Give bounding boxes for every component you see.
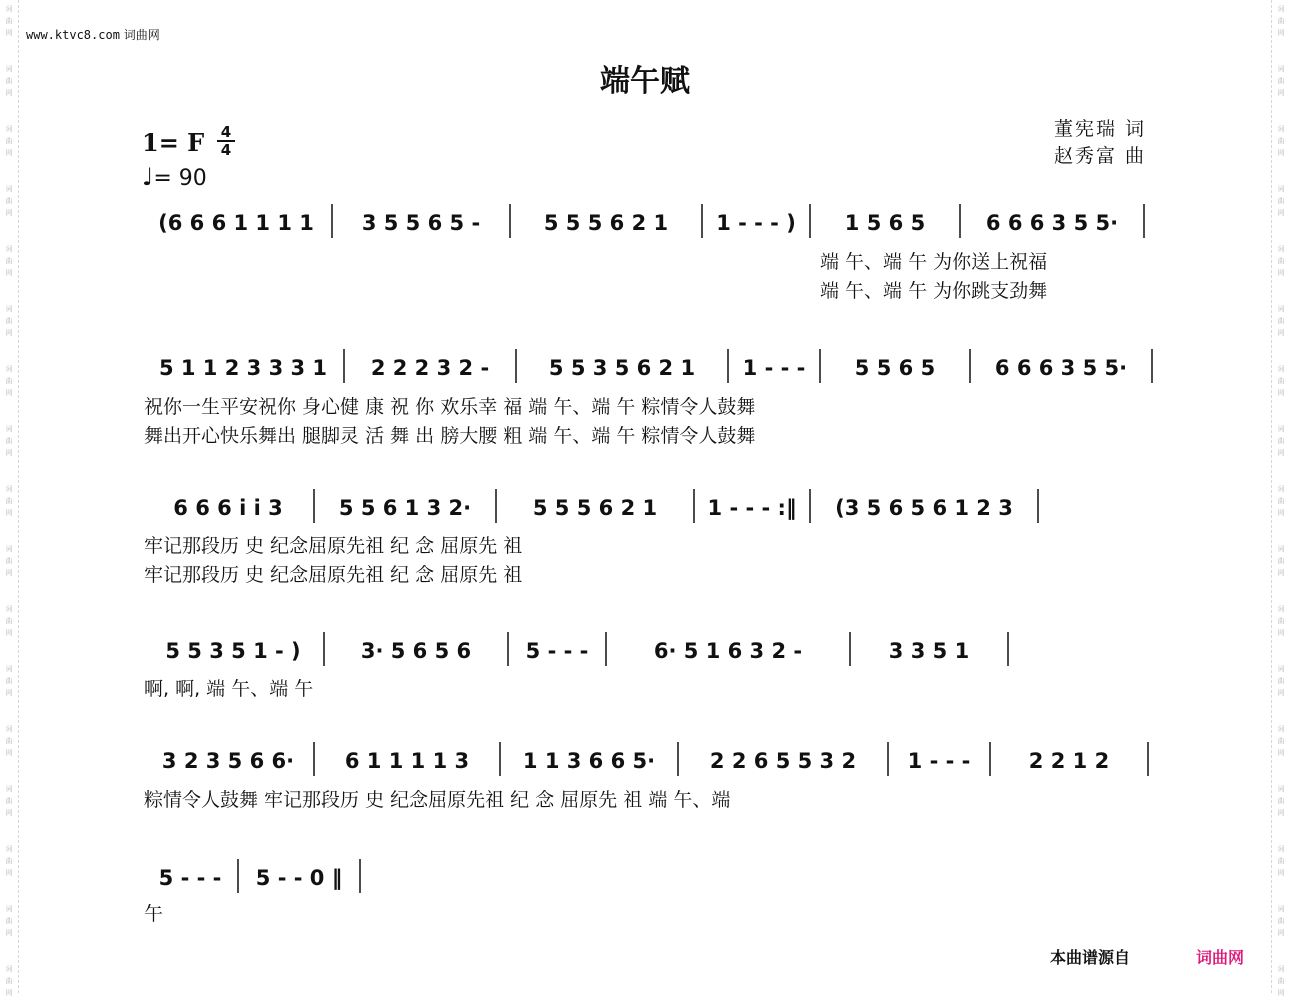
side-watermark-char: 网: [1277, 869, 1285, 877]
side-watermark-char: 曲: [1277, 857, 1285, 865]
side-watermark-char: 词: [5, 305, 13, 313]
site-url[interactable]: www.ktvc8.com: [26, 28, 120, 42]
lyric-line: 牢记那段历 史 纪念屈原先祖 纪 念 屈原先 祖: [144, 564, 523, 586]
side-watermark-char: 曲: [1277, 737, 1285, 745]
side-watermark-char: 曲: [1277, 437, 1285, 445]
side-watermark-char: 词: [1277, 725, 1285, 733]
side-watermark-char: 词: [5, 245, 13, 253]
side-watermark-char: 曲: [5, 377, 13, 385]
score-row: [0, 855, 1290, 897]
side-watermark-char: 曲: [1277, 197, 1285, 205]
side-watermark-char: 曲: [5, 857, 13, 865]
side-watermark-char: 词: [1277, 245, 1285, 253]
site-header[interactable]: [26, 26, 160, 43]
site-name[interactable]: 词曲网: [123, 28, 160, 42]
measure-notes: 2 2 1 2: [1028, 749, 1110, 773]
side-watermark-char: 曲: [5, 197, 13, 205]
side-watermark-char: 曲: [1277, 317, 1285, 325]
side-watermark-char: 曲: [5, 257, 13, 265]
side-watermark-char: 词: [1277, 5, 1285, 13]
side-watermark-char: 曲: [5, 917, 13, 925]
footer-brand-link[interactable]: 词曲网: [1196, 948, 1245, 967]
measure-notes: 3 5 5 6 5 -: [361, 211, 481, 235]
credits: [1054, 116, 1146, 170]
side-watermark-char: 网: [1277, 269, 1285, 277]
measure-notes: 5 - - 0 ‖: [255, 866, 343, 890]
measure-notes: (6 6 6 1 1 1 1: [158, 211, 314, 235]
lyric-line: 啊, 啊, 端 午、端 午: [144, 678, 314, 700]
side-watermark-char: 网: [5, 449, 13, 457]
side-watermark-char: 词: [1277, 965, 1285, 973]
side-watermark-char: 词: [5, 725, 13, 733]
side-watermark-char: 词: [5, 845, 13, 853]
measure-notes: 5 5 3 5 1 - ): [165, 639, 301, 663]
measure-notes: 3· 5 6 5 6: [360, 639, 472, 663]
side-watermark-char: 曲: [1277, 257, 1285, 265]
side-watermark-char: 网: [1277, 89, 1285, 97]
side-watermark-char: 网: [5, 989, 13, 997]
side-watermark-char: 词: [1277, 65, 1285, 73]
side-watermark-char: 词: [5, 425, 13, 433]
side-watermark-char: 曲: [5, 77, 13, 85]
side-watermark-char: 词: [1277, 845, 1285, 853]
side-watermark-char: 曲: [1277, 677, 1285, 685]
side-watermark-char: 曲: [1277, 797, 1285, 805]
side-watermark-char: 词: [1277, 125, 1285, 133]
side-watermark-char: 曲: [1277, 557, 1285, 565]
side-watermark-char: 曲: [1277, 497, 1285, 505]
side-watermark-char: 网: [1277, 689, 1285, 697]
side-watermark-char: 曲: [5, 137, 13, 145]
side-watermark-char: 网: [5, 929, 13, 937]
measure-notes: 2 2 2 3 2 -: [370, 356, 490, 380]
side-watermark-char: 网: [1277, 809, 1285, 817]
side-watermark-char: 网: [5, 749, 13, 757]
time-signature-numerator: 4: [217, 124, 235, 142]
side-watermark-char: 曲: [5, 437, 13, 445]
measure-notes: 6· 5 1 6 3 2 -: [653, 639, 803, 663]
measure-notes: 2 2 6 5 5 3 2: [709, 749, 857, 773]
lyric-line: 舞出开心快乐舞出 腿脚灵 活 舞 出 膀大腰 粗 端 午、端 午 粽情令人鼓舞: [144, 425, 756, 447]
lyric-line: 祝你一生平安祝你 身心健 康 祝 你 欢乐幸 福 端 午、端 午 粽情令人鼓舞: [144, 396, 756, 418]
lyric-line: 端 午、端 午 为你送上祝福: [820, 251, 1048, 273]
measure-notes: 1 - - - ): [716, 211, 796, 235]
tempo-marking: [142, 163, 207, 191]
measure-notes: 6 6 6 3 5 5·: [994, 356, 1128, 380]
score-row: [0, 345, 1290, 387]
lyric-line: 端 午、端 午 为你跳支劲舞: [820, 280, 1048, 302]
side-watermark-char: 词: [1277, 425, 1285, 433]
measure-notes: 5 5 5 6 2 1: [543, 211, 669, 235]
measure-notes: 6 6 6 i i 3: [173, 496, 283, 520]
side-watermark-char: 词: [1277, 545, 1285, 553]
side-watermark-char: 词: [5, 965, 13, 973]
side-watermark-char: 网: [5, 329, 13, 337]
score-row: [0, 200, 1290, 242]
composer-credit: 赵秀富 曲: [1053, 145, 1146, 167]
side-watermark-char: 网: [5, 149, 13, 157]
side-watermark-char: 词: [5, 605, 13, 613]
side-watermark-char: 网: [1277, 929, 1285, 937]
side-watermark-char: 网: [5, 209, 13, 217]
score-row: [0, 628, 1290, 670]
side-watermark-char: 曲: [1277, 377, 1285, 385]
measure-notes: 5 1 1 2 3 3 3 1: [158, 356, 328, 380]
side-watermark-char: 曲: [5, 317, 13, 325]
side-watermark-char: 网: [5, 389, 13, 397]
measure-notes: 6 6 6 3 5 5·: [985, 211, 1119, 235]
measure-notes: 5 5 6 5: [854, 356, 936, 380]
side-watermark-char: 词: [1277, 365, 1285, 373]
side-watermark-char: 曲: [1277, 17, 1285, 25]
side-watermark-char: 词: [5, 485, 13, 493]
side-watermark-char: 词: [1277, 605, 1285, 613]
side-watermark-char: 词: [1277, 785, 1285, 793]
measure-notes: 6 1 1 1 1 3: [344, 749, 470, 773]
side-watermark-char: 曲: [1277, 77, 1285, 85]
side-watermark-char: 曲: [5, 977, 13, 985]
lyricist-credit: 董宪瑞 词: [1053, 118, 1146, 140]
side-watermark-char: 网: [5, 29, 13, 37]
side-watermark-char: 网: [1277, 509, 1285, 517]
measure-notes: 1 - - -: [742, 356, 806, 380]
time-signature-denominator: 4: [220, 141, 232, 159]
side-watermark-char: 网: [1277, 389, 1285, 397]
side-watermark-char: 网: [1277, 329, 1285, 337]
song-title: 端午赋: [600, 64, 690, 99]
lyric-line: 午: [144, 903, 164, 925]
side-watermark-char: 曲: [5, 17, 13, 25]
side-watermark-char: 曲: [5, 797, 13, 805]
measure-notes: 5 5 6 1 3 2·: [338, 496, 472, 520]
side-watermark-char: 网: [1277, 449, 1285, 457]
side-watermark-char: 网: [1277, 29, 1285, 37]
measure-notes: (3 5 6 5 6 1 2 3: [835, 496, 1013, 520]
lyric-line: 粽情令人鼓舞 牢记那段历 史 纪念屈原先祖 纪 念 屈原先 祖 端 午、端: [144, 789, 731, 811]
measure-notes: 1 - - - :‖: [707, 496, 797, 520]
side-watermark-char: 网: [5, 689, 13, 697]
side-watermark-char: 词: [5, 545, 13, 553]
measure-notes: 1 5 6 5: [844, 211, 926, 235]
side-watermark-char: 网: [1277, 149, 1285, 157]
side-watermark-char: 词: [5, 365, 13, 373]
quarter-note-icon: ♩: [142, 163, 154, 191]
time-signature: [217, 124, 235, 158]
key-signature: 1= F: [142, 128, 205, 157]
measure-notes: 1 1 3 6 6 5·: [522, 749, 656, 773]
side-watermark-char: 词: [5, 785, 13, 793]
side-watermark-char: 网: [1277, 209, 1285, 217]
side-watermark-char: 曲: [1277, 137, 1285, 145]
side-watermark-char: 曲: [1277, 977, 1285, 985]
measure-notes: 5 5 5 6 2 1: [532, 496, 658, 520]
measure-notes: 3 3 5 1: [888, 639, 970, 663]
side-watermark-char: 网: [5, 269, 13, 277]
measure-notes: 3 2 3 5 6 6·: [161, 749, 295, 773]
side-watermark-char: 词: [1277, 485, 1285, 493]
side-watermark-char: 网: [1277, 989, 1285, 997]
measure-notes: 5 - - -: [525, 639, 589, 663]
side-watermark-char: 词: [1277, 905, 1285, 913]
side-watermark-char: 网: [5, 89, 13, 97]
side-watermark-char: 词: [5, 125, 13, 133]
side-watermark-char: 网: [5, 509, 13, 517]
side-watermark-char: 词: [5, 665, 13, 673]
side-watermark-char: 词: [5, 185, 13, 193]
side-watermark-char: 曲: [5, 677, 13, 685]
side-watermark-char: 网: [1277, 629, 1285, 637]
measure-notes: 5 5 3 5 6 2 1: [548, 356, 696, 380]
side-watermark-char: 曲: [1277, 917, 1285, 925]
side-watermark-char: 网: [5, 869, 13, 877]
side-watermark-char: 词: [5, 5, 13, 13]
score-row: [0, 485, 1290, 527]
score-row: [0, 738, 1290, 780]
side-watermark-char: 词: [1277, 305, 1285, 313]
measure-notes: 5 - - -: [158, 866, 222, 890]
side-watermark-char: 网: [1277, 749, 1285, 757]
lyric-line: 牢记那段历 史 纪念屈原先祖 纪 念 屈原先 祖: [144, 535, 523, 557]
side-watermark-char: 网: [1277, 569, 1285, 577]
side-watermark-char: 曲: [5, 617, 13, 625]
side-watermark-char: 曲: [1277, 617, 1285, 625]
side-watermark-char: 词: [1277, 665, 1285, 673]
side-watermark-char: 网: [5, 809, 13, 817]
measure-notes: 1 - - -: [907, 749, 971, 773]
footer-source-label: 本曲谱源自: [1050, 948, 1131, 967]
side-watermark-char: 曲: [5, 557, 13, 565]
side-watermark-char: 曲: [5, 737, 13, 745]
side-watermark-char: 网: [5, 629, 13, 637]
side-watermark-char: 曲: [5, 497, 13, 505]
side-watermark-char: 词: [5, 905, 13, 913]
side-watermark-char: 词: [1277, 185, 1285, 193]
side-watermark-char: 词: [5, 65, 13, 73]
tempo-value: = 90: [153, 166, 207, 191]
side-watermark-char: 网: [5, 569, 13, 577]
